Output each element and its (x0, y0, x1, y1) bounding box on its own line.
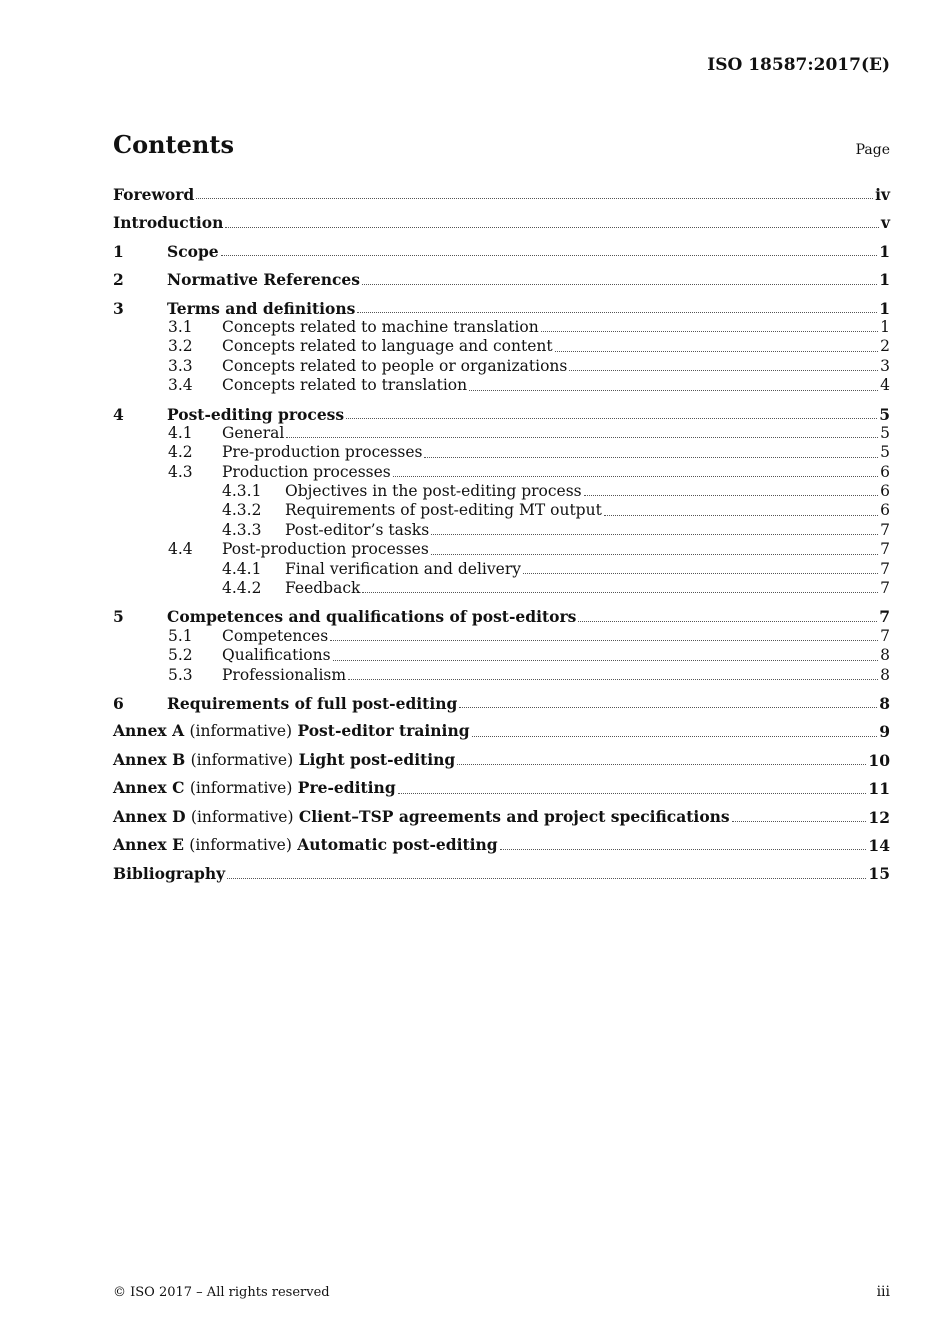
toc-entry-title: Feedback (285, 579, 361, 598)
toc-entry-title (113, 835, 498, 855)
dot-leader (578, 620, 877, 622)
toc-entry-page: 7 (880, 579, 890, 598)
toc-entry-page: 7 (879, 607, 890, 627)
toc-entry[interactable] (113, 242, 890, 261)
toc-entry-number: 3.4 (168, 376, 193, 395)
toc-entry[interactable] (113, 627, 890, 646)
dot-leader (221, 254, 878, 256)
copyright-notice: © ISO 2017 – All rights reserved (113, 1285, 330, 1300)
toc-entry-title (113, 750, 455, 770)
annex-note: (informative) (190, 750, 294, 769)
toc-entry[interactable] (113, 405, 890, 424)
toc-group (113, 808, 890, 827)
table-of-contents (113, 185, 890, 893)
toc-entry[interactable] (113, 540, 890, 559)
toc-entry-page: 9 (879, 722, 890, 742)
toc-entry-title: Concepts related to translation (222, 376, 468, 395)
toc-entry[interactable] (113, 443, 890, 462)
toc-entry-title: Requirements of post-editing MT output (285, 501, 602, 520)
toc-entry-page: 15 (868, 864, 890, 884)
toc-entry-number: 3.1 (168, 317, 193, 336)
toc-entry-title: Foreword (113, 184, 195, 204)
toc-entry-page: 8 (879, 693, 890, 713)
dot-leader (362, 283, 877, 285)
toc-entry-page: 2 (880, 337, 890, 356)
toc-entry-title: Concepts related to people or organizations (222, 356, 568, 375)
toc-entry[interactable] (113, 694, 890, 713)
toc-entry-title: Terms and definitions (167, 298, 356, 318)
toc-entry-number: 3.3 (168, 356, 193, 375)
dot-leader (398, 792, 867, 794)
annex-label: Annex D (113, 806, 186, 826)
toc-entry-page: 14 (868, 835, 890, 855)
annex-label: Annex C (113, 778, 185, 798)
toc-group (113, 779, 890, 798)
toc-entry-page: 7 (880, 626, 890, 645)
toc-entry-title: Final verification and delivery (285, 559, 521, 578)
toc-entry-page: 8 (880, 646, 890, 665)
toc-entry-page: v (880, 213, 890, 233)
toc-entry-title: Post-editor’s tasks (285, 520, 430, 539)
dot-leader (348, 678, 878, 680)
toc-entry-title (113, 807, 730, 827)
toc-group (113, 864, 890, 883)
toc-group (113, 722, 890, 741)
dot-leader (431, 533, 878, 535)
toc-entry[interactable] (113, 185, 890, 204)
toc-entry-page: 8 (880, 665, 890, 684)
toc-entry[interactable] (113, 337, 890, 356)
dot-leader (469, 389, 878, 391)
toc-entry-title: Pre-production processes (222, 443, 423, 462)
toc-group (113, 607, 890, 685)
toc-entry-number: 5 (113, 607, 124, 627)
toc-entry-page: 1 (879, 241, 890, 261)
annex-title: Automatic post-editing (297, 834, 498, 854)
toc-entry[interactable] (113, 463, 890, 482)
dot-leader (225, 226, 879, 228)
dot-leader (333, 659, 879, 661)
dot-leader (362, 591, 878, 593)
toc-entry[interactable] (113, 579, 890, 598)
toc-entry-page: 6 (880, 482, 890, 501)
toc-entry-number: 4.3.2 (222, 501, 262, 520)
dot-leader (227, 877, 866, 879)
toc-entry[interactable] (113, 357, 890, 376)
toc-group (113, 299, 890, 396)
toc-entry[interactable] (113, 482, 890, 501)
toc-entry-number: 2 (113, 270, 124, 290)
annex-title: Light post-editing (298, 749, 456, 769)
toc-group (113, 213, 890, 232)
toc-entry[interactable] (113, 646, 890, 665)
annex-label: Annex A (113, 721, 185, 741)
toc-entry-title: Introduction (113, 213, 224, 233)
toc-entry-page: 5 (879, 404, 890, 424)
toc-entry-page: 11 (868, 779, 890, 799)
dot-leader (357, 311, 877, 313)
toc-entry-number: 4.2 (168, 443, 193, 462)
toc-entry-number: 5.3 (168, 665, 193, 684)
toc-group (113, 694, 890, 713)
toc-entry-page: 1 (880, 317, 890, 336)
dot-leader (541, 330, 878, 332)
toc-entry-number: 6 (113, 693, 124, 713)
toc-entry-number: 4.1 (168, 423, 193, 442)
toc-entry-page: 10 (868, 750, 890, 770)
toc-entry-number: 4 (113, 404, 124, 424)
toc-entry-page: 7 (880, 520, 890, 539)
toc-entry-number: 4.4.1 (222, 559, 262, 578)
toc-entry-page: 6 (880, 462, 890, 481)
dot-leader (472, 735, 878, 737)
toc-entry[interactable] (113, 376, 890, 395)
dot-leader (569, 369, 878, 371)
toc-entry-page: 7 (880, 540, 890, 559)
toc-entry[interactable] (113, 864, 890, 883)
toc-entry-number: 1 (113, 241, 124, 261)
toc-entry-title: Bibliography (113, 864, 226, 884)
toc-entry-number: 5.2 (168, 646, 193, 665)
toc-group (113, 405, 890, 599)
toc-entry[interactable] (113, 607, 890, 626)
toc-entry-title: General (222, 423, 285, 442)
toc-entry-page: 1 (879, 298, 890, 318)
toc-entry-number: 4.3.1 (222, 482, 262, 501)
dot-leader (393, 475, 878, 477)
toc-entry-title: Post-editing process (167, 404, 345, 424)
toc-entry[interactable] (113, 424, 890, 443)
toc-group (113, 185, 890, 204)
toc-entry[interactable] (113, 751, 890, 770)
dot-leader (286, 436, 878, 438)
page-number: iii (876, 1284, 890, 1300)
toc-entry-number: 4.3 (168, 462, 193, 481)
toc-entry-title: Concepts related to machine translation (222, 317, 539, 336)
toc-entry[interactable] (113, 808, 890, 827)
annex-title: Post-editor training (297, 721, 470, 741)
page-title: Contents (113, 130, 234, 159)
toc-entry-title: Concepts related to language and content (222, 337, 553, 356)
dot-leader (523, 572, 878, 574)
toc-entry-page: 12 (868, 807, 890, 827)
toc-entry[interactable] (113, 779, 890, 798)
toc-entry-page: 7 (880, 559, 890, 578)
toc-entry-page: iv (875, 184, 890, 204)
toc-entry-title: Production processes (222, 462, 391, 481)
dot-leader (604, 514, 878, 516)
toc-entry-title: Normative References (167, 270, 361, 290)
toc-entry-title: Professionalism (222, 665, 347, 684)
toc-entry-number: 5.1 (168, 626, 193, 645)
toc-entry-page: 5 (880, 443, 890, 462)
annex-title: Pre-editing (297, 778, 396, 798)
toc-entry-number: 4.4 (168, 540, 193, 559)
toc-entry[interactable] (113, 521, 890, 540)
dot-leader (459, 706, 877, 708)
toc-entry[interactable] (113, 501, 890, 520)
dot-leader (196, 197, 873, 199)
toc-entry-title (113, 778, 396, 798)
dot-leader (500, 848, 867, 850)
toc-entry-number: 3 (113, 298, 124, 318)
toc-group (113, 270, 890, 289)
annex-label: Annex B (113, 749, 186, 769)
document-id: ISO 18587:2017(E) (707, 55, 890, 75)
annex-title: Client–TSP agreements and project specifications (298, 806, 730, 826)
dot-leader (555, 350, 879, 352)
toc-entry-title: Objectives in the post-editing process (285, 482, 582, 501)
toc-entry[interactable] (113, 666, 890, 685)
toc-entry[interactable] (113, 836, 890, 855)
annex-note: (informative) (189, 835, 292, 854)
toc-entry-number: 4.3.3 (222, 520, 262, 539)
toc-entry-number: 3.2 (168, 337, 193, 356)
dot-leader (424, 456, 878, 458)
annex-note: (informative) (189, 722, 293, 741)
toc-entry-title: Qualifications (222, 646, 331, 665)
toc-entry[interactable] (113, 318, 890, 337)
toc-entry[interactable] (113, 722, 890, 741)
toc-entry-page: 6 (880, 501, 890, 520)
dot-leader (732, 820, 867, 822)
toc-entry-number: 4.4.2 (222, 579, 262, 598)
annex-note: (informative) (190, 807, 294, 826)
annex-note: (informative) (189, 779, 293, 798)
annex-label: Annex E (113, 834, 184, 854)
toc-entry-title: Competences (222, 626, 329, 645)
dot-leader (584, 494, 878, 496)
page-column-label: Page (855, 142, 890, 158)
toc-entry-title (113, 721, 470, 741)
toc-entry-title: Scope (167, 241, 219, 261)
toc-entry[interactable] (113, 270, 890, 289)
toc-entry-title: Competences and qualifications of post-editors (167, 607, 577, 627)
toc-entry[interactable] (113, 213, 890, 232)
dot-leader (457, 763, 866, 765)
toc-entry-title: Requirements of full post-editing (167, 693, 458, 713)
toc-entry-page: 1 (879, 270, 890, 290)
dot-leader (346, 417, 877, 419)
toc-entry[interactable] (113, 299, 890, 318)
dot-leader (431, 553, 878, 555)
toc-group (113, 836, 890, 855)
toc-entry-page: 4 (880, 376, 890, 395)
dot-leader (330, 639, 878, 641)
toc-entry-page: 3 (880, 356, 890, 375)
toc-entry[interactable] (113, 560, 890, 579)
toc-entry-title: Post-production processes (222, 540, 429, 559)
toc-group (113, 751, 890, 770)
toc-entry-page: 5 (880, 423, 890, 442)
toc-group (113, 242, 890, 261)
